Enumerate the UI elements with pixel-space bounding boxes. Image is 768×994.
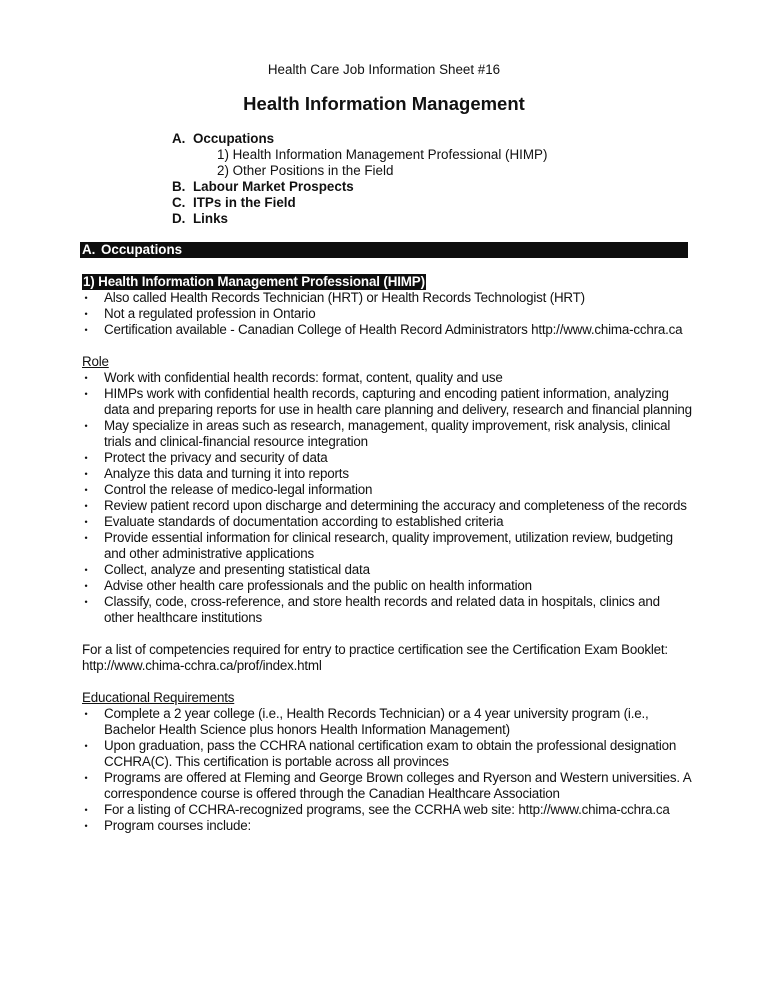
bullet-icon: • (84, 533, 88, 543)
list-item (82, 738, 692, 770)
list-item-text: For a listing of CCHRA-recognized programs, see the CCRHA web site: http://www.chima-cchra.ca (104, 802, 670, 817)
bullet-icon: • (84, 501, 88, 511)
spacer (82, 674, 692, 690)
list-item-text: Advise other health care professionals and the public on health information (104, 578, 532, 593)
list-item-text: Evaluate standards of documentation according to established criteria (104, 514, 504, 529)
list-item (82, 770, 692, 802)
bullet-icon: • (84, 805, 88, 815)
himp-heading: 1) Health Information Management Professional (HIMP) (83, 274, 425, 289)
table-of-contents (172, 131, 547, 227)
page-title: Health Information Management (243, 93, 525, 114)
list-item (82, 594, 692, 626)
toc-label: Links (193, 211, 228, 226)
list-item-text: HIMPs work with confidential health records, capturing and encoding patient information, analyzing data and preparing reports for use in health care planning and delivery, research and financial planning (104, 386, 692, 417)
role-heading: Role (82, 354, 109, 369)
bullet-icon: • (84, 741, 88, 751)
list-item (82, 578, 692, 594)
bullet-icon: • (84, 709, 88, 719)
toc-letter: C. (172, 195, 186, 210)
bullet-icon: • (84, 517, 88, 527)
bullet-icon: • (84, 581, 88, 591)
section-title: Occupations (101, 242, 183, 257)
list-item (82, 818, 692, 834)
list-item (82, 322, 692, 338)
list-item (82, 386, 692, 418)
section-content (82, 274, 692, 834)
bullet-icon: • (84, 469, 88, 479)
toc-label: Labour Market Prospects (193, 179, 354, 194)
role-list (82, 370, 692, 626)
education-list (82, 706, 692, 834)
bullet-icon: • (84, 773, 88, 783)
list-item (82, 466, 692, 482)
bullet-icon: • (84, 821, 88, 831)
sheet-label: Health Care Job Information Sheet #16 (267, 62, 501, 77)
list-item (82, 306, 692, 322)
list-item-text: Analyze this data and turning it into reports (104, 466, 349, 481)
toc-item-links (172, 211, 547, 227)
education-heading: Educational Requirements (82, 690, 235, 705)
list-item-text: Protect the privacy and security of data (104, 450, 328, 465)
bullet-icon: • (84, 309, 88, 319)
toc-letter: B. (172, 179, 186, 194)
toc-letter: A. (172, 131, 186, 146)
spacer (82, 626, 692, 642)
list-item-text: May specialize in areas such as research, management, quality improvement, risk analysis, clinical trials and clinical-financial resource integration (104, 418, 671, 449)
list-item-text: Upon graduation, pass the CCHRA national certification exam to obtain the professional designation CCHRA(C). This certification is portable across all provinces (104, 738, 677, 769)
toc-label: ITPs in the Field (193, 195, 296, 210)
toc-subitem-himp: 1) Health Information Management Professional (HIMP) (217, 147, 548, 162)
bullet-icon: • (84, 453, 88, 463)
bullet-icon: • (84, 421, 88, 431)
toc-item-itps (172, 195, 547, 211)
list-item-text: Program courses include: (104, 818, 252, 833)
bullet-icon: • (84, 389, 88, 399)
toc-letter: D. (172, 211, 186, 226)
toc-item-labour-market (172, 179, 547, 195)
list-item-text: Collect, analyze and presenting statistical data (104, 562, 370, 577)
toc-subitem-other-positions: 2) Other Positions in the Field (217, 163, 394, 178)
list-item (82, 370, 692, 386)
list-item (82, 802, 692, 818)
list-item (82, 498, 692, 514)
bullet-icon: • (84, 293, 88, 303)
list-item-text: Programs are offered at Fleming and George Brown colleges and Ryerson and Western universities. A correspondence course is offered through the Canadian Healthcare Association (104, 770, 691, 801)
list-item (82, 450, 692, 466)
list-item (82, 530, 692, 562)
section-letter: A. (82, 242, 96, 257)
list-item-text: Also called Health Records Technician (HRT) or Health Records Technologist (HRT) (104, 290, 585, 305)
himp-intro-list (82, 290, 692, 338)
bullet-icon: • (84, 565, 88, 575)
bullet-icon: • (84, 485, 88, 495)
list-item (82, 418, 692, 450)
list-item-text: Complete a 2 year college (i.e., Health Records Technician) or a 4 year university program (i.e., Bachelor Health Science plus honors Health Information Management) (104, 706, 649, 737)
spacer (82, 338, 692, 354)
bullet-icon: • (84, 373, 88, 383)
list-item (82, 514, 692, 530)
section-header-occupations (80, 242, 688, 258)
list-item (82, 290, 692, 306)
list-item-text: Certification available - Canadian College of Health Record Administrators http://www.chima-cchra.ca (104, 322, 683, 337)
toc-item-occupations (172, 131, 547, 147)
competencies-paragraph: For a list of competencies required for entry to practice certification see the Certification Exam Booklet: http://www.chima-cchra.ca/prof/index.html (82, 642, 668, 673)
list-item-text: Provide essential information for clinical research, quality improvement, utilization review, budgeting and other administrative applications (104, 530, 673, 561)
list-item-text: Review patient record upon discharge and determining the accuracy and completeness of the records (104, 498, 687, 513)
list-item-text: Not a regulated profession in Ontario (104, 306, 316, 321)
list-item (82, 482, 692, 498)
list-item-text: Classify, code, cross-reference, and store health records and related data in hospitals, clinics and other healthcare institutions (104, 594, 660, 625)
toc-label: Occupations (193, 131, 275, 146)
list-item-text: Work with confidential health records: format, content, quality and use (104, 370, 503, 385)
list-item-text: Control the release of medico-legal information (104, 482, 373, 497)
list-item (82, 706, 692, 738)
bullet-icon: • (84, 325, 88, 335)
list-item (82, 562, 692, 578)
bullet-icon: • (84, 597, 88, 607)
